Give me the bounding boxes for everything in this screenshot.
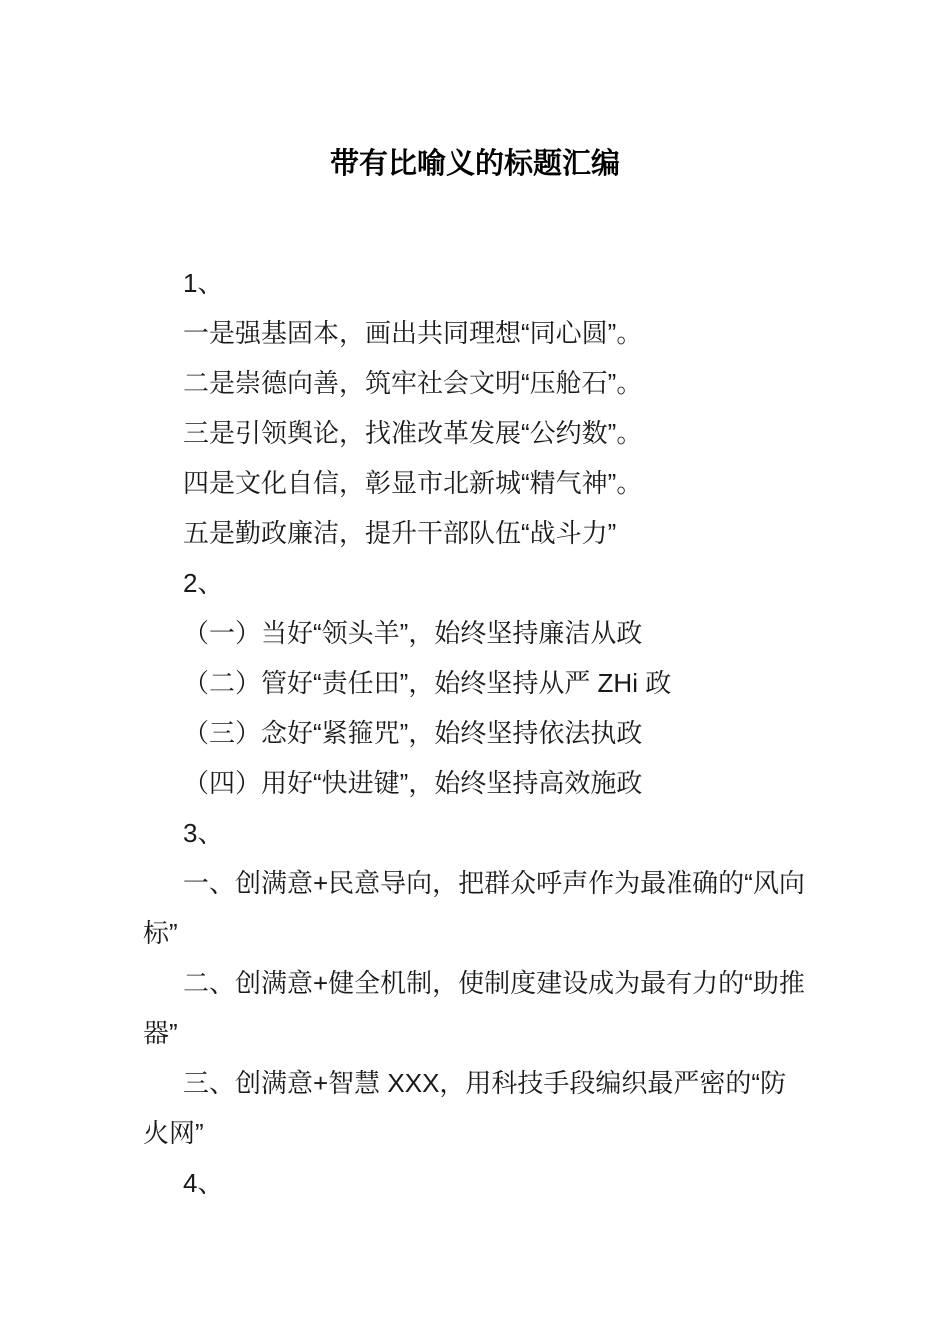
paragraph: （一）当好“领头羊”，始终坚持廉洁从政 [183, 618, 643, 648]
paragraph: 1、 [183, 268, 224, 298]
paragraph: （四）用好“快进键”，始终坚持高效施政 [183, 768, 643, 798]
document-content [0, 258, 805, 1208]
paragraph: 一是强基固本，画出共同理想“同心圆”。 [183, 318, 643, 348]
paragraph: （三）念好“紧箍咒”，始终坚持依法执政 [183, 718, 643, 748]
paragraph: 四是文化自信，彰显市北新城“精气神”。 [183, 468, 643, 498]
paragraph: 五是勤政廉洁，提升干部队伍“战斗力” [183, 518, 617, 548]
document-title: 带有比喻义的标题汇编 [329, 148, 620, 180]
paragraph: 二、创满意+健全机制，使制度建设成为最有力的“助推器” [143, 968, 805, 1048]
paragraph: 4、 [183, 1168, 224, 1198]
paragraph: 二是崇德向善，筑牢社会文明“压舱石”。 [183, 368, 643, 398]
paragraph: 三是引领舆论，找准改革发展“公约数”。 [183, 418, 643, 448]
paragraph: 一、创满意+民意导向，把群众呼声作为最准确的“风向标” [143, 868, 805, 948]
paragraph: （二）管好“责任田”，始终坚持从严 ZHi 政 [183, 668, 672, 698]
paragraph: 2、 [183, 568, 224, 598]
paragraph: 三、创满意+智慧 XXX，用科技手段编织最严密的“防火网” [143, 1068, 787, 1148]
paragraph: 3、 [183, 818, 224, 848]
